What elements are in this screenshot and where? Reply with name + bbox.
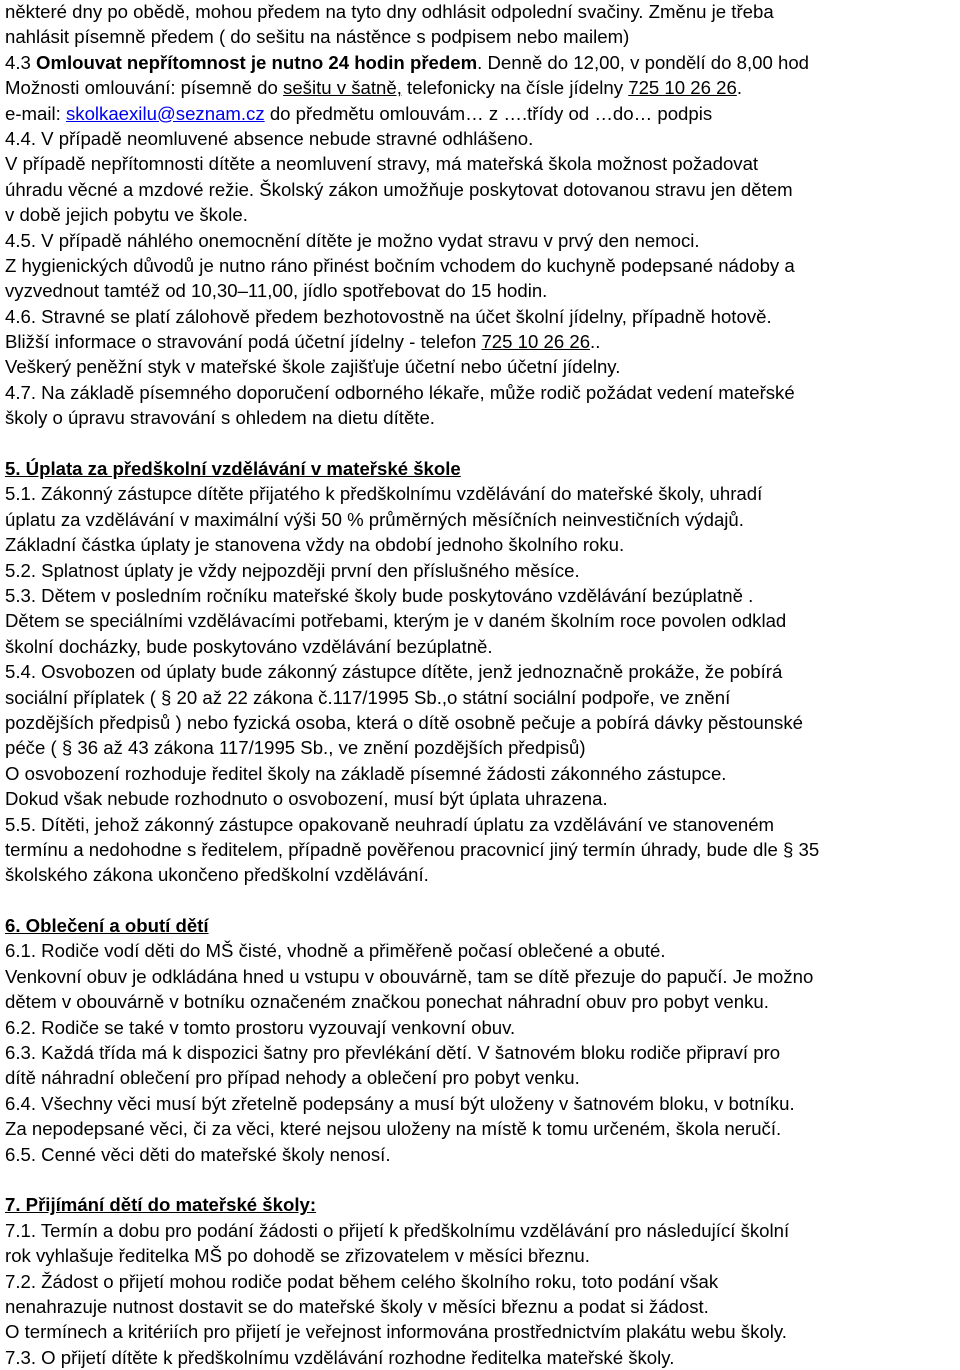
text-line: 4.4. V případě neomluvené absence nebude stravné odhlášeno.: [5, 127, 534, 149]
text-line: pozdějších předpisů ) nebo fyzická osoba, která o dítě osobně pečuje a pobírá dávky pěstounské: [5, 711, 803, 733]
text-line: 5.2. Splatnost úplaty je vždy nejpozději první den příslušného měsíce.: [5, 559, 580, 581]
paragraph-gap: [5, 1167, 957, 1192]
text-line: Venkovní obuv je odkládána hned u vstupu v obouvárně, tam se dítě přezuje do papučí. Je možno: [5, 965, 814, 987]
text-line: 7.1. Termín a dobu pro podání žádosti o přijetí k předškolnímu vzdělávání pro následující školní: [5, 1219, 790, 1241]
text-line: 6.4. Všechny věci musí být zřetelně podepsány a musí být uloženy v šatnovém bloku, v botníku.: [5, 1092, 795, 1114]
text-line: 4.5. V případě náhlého onemocnění dítěte je možno vydat stravu v prvý den nemoci.: [5, 229, 700, 251]
section-heading: [5, 913, 957, 938]
text-line: 5.3. Dětem v posledním ročníku mateřské školy bude poskytováno vzdělávání bezúplatně .: [5, 584, 754, 606]
text-line: péče ( § 36 až 43 zákona 117/1995 Sb., ve znění pozdějších předpisů): [5, 737, 586, 759]
text-segment: telefonicky na čísle jídelny: [401, 77, 629, 99]
text-line: 5.4. Osvobozen od úplaty bude zákonný zástupce dítěte, jenž jednoznačně prokáže, že pobírá: [5, 661, 783, 683]
document-page: [5, 0, 957, 1370]
section-heading: [5, 456, 957, 481]
bold-text: Omlouvat nepřítomnost je nutno 24 hodin předem: [36, 51, 478, 73]
text-line: školní docházky, bude poskytováno vzdělávání bezúplatně.: [5, 635, 493, 657]
text-line: v době jejich pobytu ve škole.: [5, 204, 248, 226]
text-line: školy o úpravu stravování s ohledem na dietu dítěte.: [5, 407, 435, 429]
text-line: některé dny po obědě, mohou předem na tyto dny odhlásit odpolední svačiny. Změnu je třeba: [5, 1, 774, 22]
text-line: 4.6. Stravné se platí zálohově předem bezhotovostně na účet školní jídelny, případně hotově.: [5, 305, 772, 327]
text-line: Za nepodepsané věci, či za věci, které nejsou uloženy na místě k tomu určeném, škola neručí.: [5, 1118, 782, 1140]
paragraph-gap: [5, 888, 957, 913]
section-heading: [5, 1192, 957, 1217]
text-line: Základní částka úplaty je stanovena vždy na období jednoho školního roku.: [5, 534, 625, 556]
text-segment: Možnosti omlouvání: písemně do: [5, 77, 284, 99]
text-line: školského zákona ukončeno předškolní vzdělávání.: [5, 864, 429, 886]
text-line: nenahrazuje nutnost dostavit se do mateřské školy v měsíci březnu a podat si žádost.: [5, 1295, 709, 1317]
text-segment: 4.3: [5, 51, 37, 73]
text-line: V případě nepřítomnosti dítěte a neomluvení stravy, má mateřská škola možnost požadovat: [5, 153, 759, 175]
text-segment: .: [736, 77, 742, 99]
text-segment: e-mail:: [5, 102, 66, 124]
section-heading-text: 6. Oblečení a obutí dětí: [5, 915, 209, 937]
text-segment: ..: [590, 331, 601, 353]
underlined-text: sešitu v šatně,: [283, 77, 402, 99]
text-line: 6.1. Rodiče vodí děti do MŠ čisté, vhodně a přiměřeně počasí oblečené a obuté.: [5, 940, 666, 962]
text-line: [5, 75, 957, 100]
text-line: [5, 329, 957, 354]
text-line: 4.7. Na základě písemného doporučení odborného lékaře, může rodič požádat vedení mateřské: [5, 381, 795, 403]
text-line: [5, 101, 957, 126]
paragraph-gap: [5, 431, 957, 456]
text-segment: do předmětu omlouvám… z ….třídy od …do… podpis: [264, 102, 713, 124]
text-line: dětem v obouvárně v botníku označeném značkou ponechat náhradní obuv pro pobyt venku.: [5, 991, 769, 1013]
text-line: Veškerý peněžní styk v mateřské škole zajišťuje účetní nebo účetní jídelny.: [5, 356, 621, 378]
text-line: Z hygienických důvodů je nutno ráno přinést bočním vchodem do kuchyně podepsané nádoby a: [5, 254, 795, 276]
text-line: úplatu za vzdělávání v maximální výši 50 % průměrných měsíčních neinvestičních výdajů.: [5, 508, 744, 530]
text-line: nahlásit písemně předem ( do sešitu na nástěnce s podpisem nebo mailem): [5, 26, 630, 48]
email-link[interactable]: skolkaexilu@seznam.cz: [65, 102, 265, 124]
underlined-text: 725 10 26 26: [481, 331, 591, 353]
text-line: 5.5. Dítěti, jehož zákonný zástupce opakovaně neuhradí úplatu za vzdělávání ve stanoveném: [5, 813, 775, 835]
text-line: 7.3. O přijetí dítěte k předškolnímu vzdělávání rozhodne ředitelka mateřské školy.: [5, 1346, 675, 1368]
text-line: Dokud však nebude rozhodnuto o osvobození, musí být úplata uhrazena.: [5, 788, 608, 810]
text-line: 6.5. Cenné věci děti do mateřské školy nenosí.: [5, 1143, 391, 1165]
text-line: úhradu věcné a mzdové režie. Školský zákon umožňuje poskytovat dotovanou stravu jen dětem: [5, 178, 793, 200]
text-segment: . Denně do 12,00, v pondělí do 8,00 hod: [477, 51, 809, 73]
text-line: 5.1. Zákonný zástupce dítěte přijatého k předškolnímu vzdělávání do mateřské školy, uhradí: [5, 483, 763, 505]
text-line: termínu a nedohodne s ředitelem, případně pověřenou pracovnicí jiný termín úhrady, bude dle § 35: [5, 838, 820, 860]
text-line: vyzvednout tamtéž od 10,30–11,00, jídlo spotřebovat do 15 hodin.: [5, 280, 548, 302]
text-line: Dětem se speciálními vzdělávacími potřebami, kterým je v daném školním roce povolen odklad: [5, 610, 787, 632]
text-line: sociální příplatek ( § 20 až 22 zákona č.117/1995 Sb.,o státní sociální podpoře, ve znění: [5, 686, 731, 708]
text-segment: Bližší informace o stravování podá účetní jídelny - telefon: [5, 331, 482, 353]
text-line: rok vyhlašuje ředitelka MŠ po dohodě se zřizovatelem v měsíci březnu.: [5, 1245, 590, 1267]
text-line: O osvobození rozhoduje ředitel školy na základě písemné žádosti zákonného zástupce.: [5, 762, 727, 784]
text-line: [5, 50, 957, 75]
text-line: 6.2. Rodiče se také v tomto prostoru vyzouvají venkovní obuv.: [5, 1016, 516, 1038]
text-line: 6.3. Každá třída má k dispozici šatny pro převlékání dětí. V šatnovém bloku rodiče připraví pro: [5, 1042, 781, 1064]
phone-number: 725 10 26 26: [628, 77, 737, 99]
text-line: O termínech a kritériích pro přijetí je veřejnost informována prostřednictvím plakátu webu školy.: [5, 1321, 787, 1343]
text-line: dítě náhradní oblečení pro případ nehody a oblečení pro pobyt venku.: [5, 1067, 580, 1089]
section-heading-text: 5. Úplata za předškolní vzdělávání v mateřské škole: [5, 458, 461, 480]
section-heading-text: 7. Přijímání dětí do mateřské školy:: [5, 1194, 317, 1216]
text-line: 7.2. Žádost o přijetí mohou rodiče podat během celého školního roku, toto podání však: [5, 1270, 719, 1292]
